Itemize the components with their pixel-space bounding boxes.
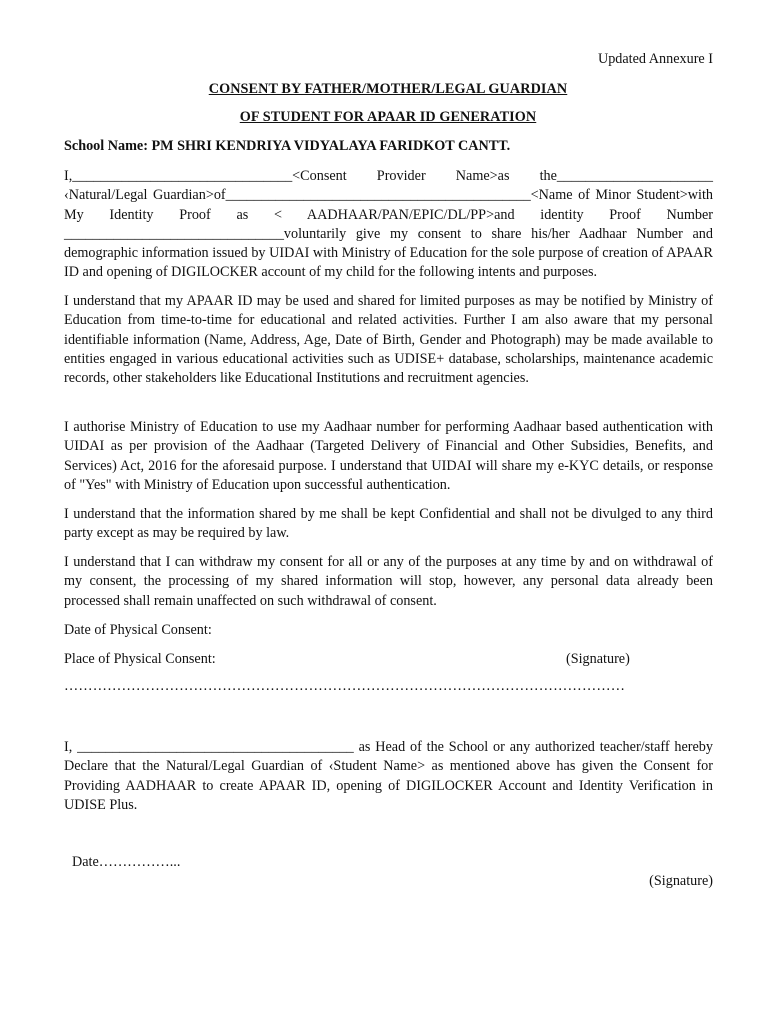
form-title-line-1: CONSENT BY FATHER/MOTHER/LEGAL GUARDIAN: [208, 81, 568, 97]
consent-paragraph-3: I authorise Ministry of Education to use my Aadhaar number for performing Aadhaar based authentication with UIDAI as per provision of the Aadhaar (Targeted Delivery of Financial and Other Subsidies, Benefits, and Services) Act, 2016 for the aforesaid purpose. I understand that UIDAI will share my e-KYC details, or response of "Yes" with Ministry of Education upon successful authentication.: [64, 419, 713, 493]
consent-paragraph-2: I understand that my APAAR ID may be used and shared for limited purposes as may be notified by Ministry of Education from time-to-time for educational and related activities. Further I am also aware that my personal identifiable information (Name, Address, Age, Date of Birth, Gender and Photograph) may be made available to entities engaged in various educational activities such as UDISE+ database, scholarships, maintenance academic records, other stakeholders like Educational Institutions and recruitment agencies.: [64, 293, 713, 387]
form-title-line-2: OF STUDENT FOR APAAR ID GENERATION: [239, 109, 537, 125]
consent-paragraph-1: I,_______________________________<Consent Provider Name>as the______________________ ‹Natural/Legal Guardian>of___________________________________________<Name of Minor Student>with My Identity Proof as < AADHAAR/PAN/EPIC/DL/PP>and identity Proof Number _______________________________voluntarily give my consent to share his/her Aadhaar Number and demographic information issued by UIDAI with Ministry of Education for the sole purpose of creation of APAAR ID and opening of DIGILOCKER account of my child for the following intents and purposes.: [64, 168, 713, 281]
consent-paragraph-4: I understand that the information shared by me shall be kept Confidential and shall not be divulged to any third party except as may be required by law.: [64, 506, 713, 542]
annexure-label: Updated Annexure I: [597, 51, 713, 67]
consent-paragraph-5: I understand that I can withdraw my consent for all or any of the purposes at any time by and on withdrawal of my consent, the processing of my shared information will stop, however, any personal data already been processed shall remain unaffected on such withdrawal of consent.: [64, 554, 713, 609]
separator-dots: ………………………………………………………………………………………………………: [64, 678, 626, 694]
head-declaration-paragraph: I, _______________________________________ as Head of the School or any authorized teacher/staff hereby Declare that the Natural/Legal Guardian of ‹Student Name> as mentioned above has given the Consent for Providing AADHAAR to create APAAR ID, opening of DIGILOCKER Account and Identity Verification in UDISE Plus.: [64, 739, 713, 813]
place-of-consent-label: Place of Physical Consent:: [64, 651, 216, 667]
head-signature-label: (Signature): [649, 873, 713, 889]
date-of-consent-label: Date of Physical Consent:: [64, 622, 212, 638]
guardian-signature-label: (Signature): [566, 651, 630, 667]
declaration-date-label: Date……………...: [72, 854, 181, 870]
school-name: School Name: PM SHRI KENDRIYA VIDYALAYA FARIDKOT CANTT.: [64, 138, 511, 154]
